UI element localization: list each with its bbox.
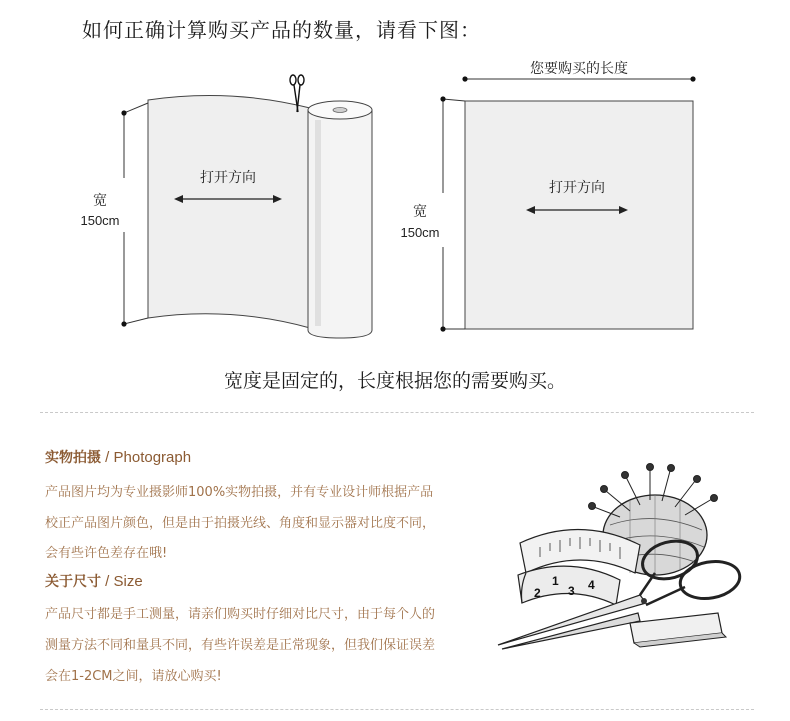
left-width-value: 150cm: [80, 213, 120, 228]
size-section-title: [45, 571, 143, 591]
sewing-tools-illustration: [490, 455, 750, 665]
tape-number: 4: [588, 578, 595, 592]
measuring-tape-icon: [518, 529, 640, 605]
fabric-roll-figure: [80, 75, 372, 338]
right-width-label: 宽: [413, 204, 427, 220]
size-text-line: 产品尺寸都是手工测量，请亲们购买时仔细对比尺寸，由于每个人的: [45, 607, 436, 622]
fabric-diagram: [0, 0, 790, 360]
right-width-dimension: [440, 96, 465, 331]
photo-section-title-cn: 实物拍摄: [45, 450, 101, 466]
photo-section-title-en: / Photograph: [101, 449, 192, 466]
right-open-direction-label: 打开方向: [549, 180, 605, 196]
width-fixed-note: 宽度是固定的，长度根据您的需要购买。: [223, 370, 566, 392]
length-dimension: [462, 76, 695, 81]
tape-number: 3: [568, 584, 575, 598]
size-section-title-cn: 关于尺寸: [45, 574, 101, 590]
photo-text-line: 产品图片均为专业摄影师100%实物拍摄，并有专业设计师根据产品: [45, 485, 434, 500]
tape-number: 2: [534, 586, 541, 600]
size-text-line: 测量方法不同和量具不同，有些许误差是正常现象，但我们保证误差: [45, 638, 436, 653]
photo-text-line: 校正产品图片颜色，但是由于拍摄光线、角度和显示器对比度不同，: [45, 516, 436, 531]
length-label: 您要购买的长度: [530, 61, 628, 77]
left-open-direction-label: 打开方向: [200, 170, 256, 186]
page-title: 如何正确计算购买产品的数量，请看下图：: [82, 18, 481, 42]
divider-bottom: [40, 709, 754, 710]
size-text-line: 会在1-2CM之间，请放心购买!: [45, 669, 222, 684]
tape-number: 1: [552, 574, 559, 588]
fabric-square-figure: [400, 60, 695, 332]
left-width-dimension: [121, 103, 148, 327]
divider-top: [40, 412, 754, 413]
photo-section-title: [45, 447, 191, 467]
size-section-title-en: / Size: [101, 573, 143, 590]
right-width-value: 150cm: [400, 225, 440, 240]
tailor-chalk-icon: [630, 613, 726, 647]
photo-text-line: 会有些许色差存在哦!: [45, 546, 168, 561]
left-width-label: 宽: [93, 193, 107, 209]
